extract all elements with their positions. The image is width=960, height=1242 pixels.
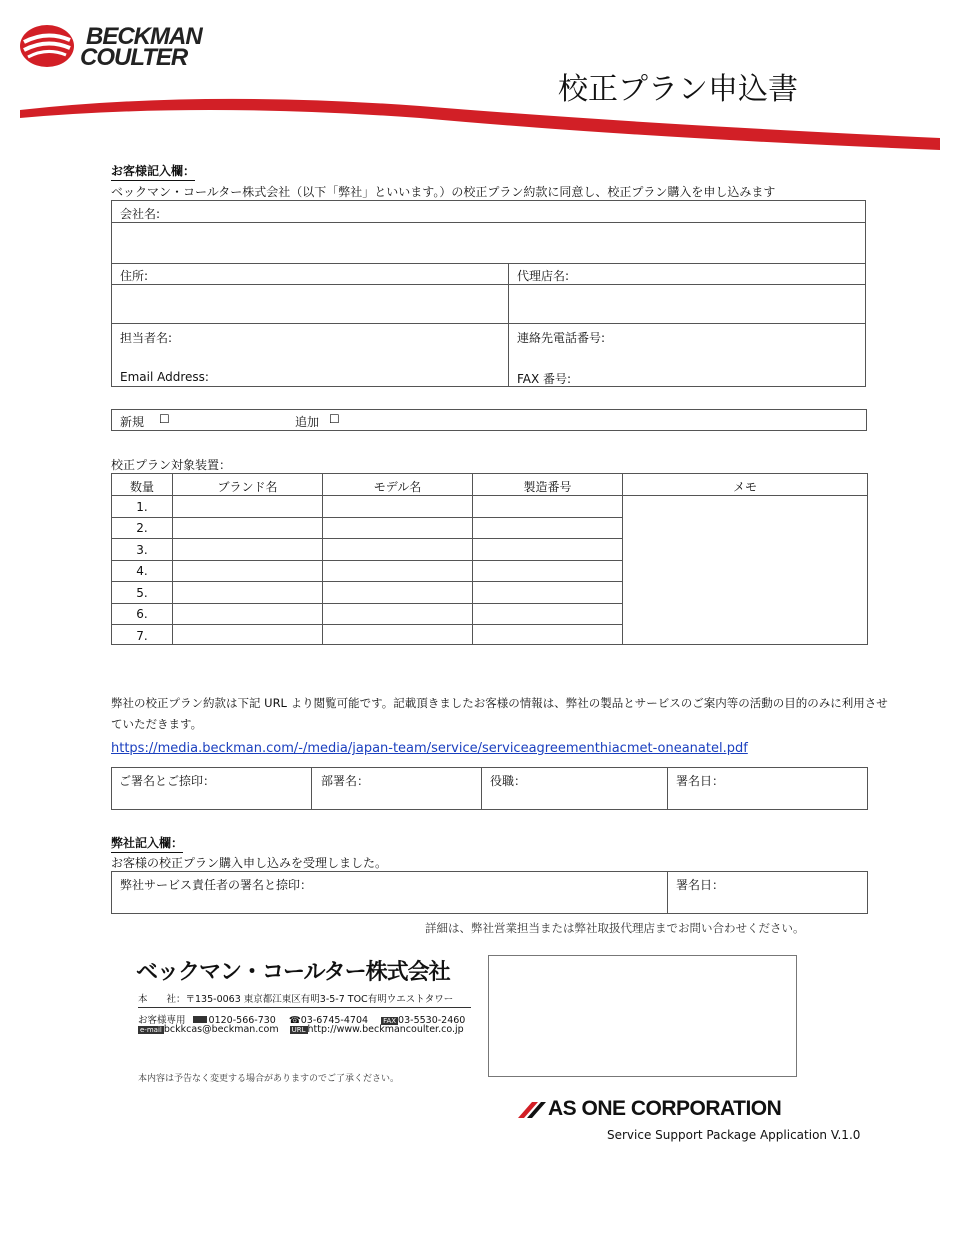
beckman-logo	[18, 22, 228, 72]
signature-label: ご署名とご捺印：	[119, 774, 216, 788]
address-label: 住所:	[120, 269, 149, 283]
notice-line-1: 弊社の校正プラン約款は下記 URL より閲覧可能です。記載頂きましたお客様の情報は、弊社の製品とサービスのご案内等の活動の目的のみに利用させ	[111, 696, 888, 710]
memo-field[interactable]	[623, 496, 867, 644]
page-title: 校正プラン申込書	[558, 72, 798, 107]
column-header-serial: 製造番号	[523, 480, 572, 494]
beckman-logo-mark-icon	[18, 22, 76, 70]
url-tag: URL	[291, 1026, 306, 1034]
application-type-row	[111, 409, 867, 431]
email-tag: e-mail	[140, 1026, 162, 1034]
distributor-name: AS ONE CORPORATION	[548, 1097, 782, 1120]
column-header-model: モデル名	[373, 480, 422, 494]
customer-info-form	[111, 200, 866, 387]
footer-website: http://www.beckmancoulter.co.jp	[307, 1024, 464, 1035]
hq-label: 本 社：	[138, 994, 186, 1005]
column-header-quantity: 数量	[129, 480, 154, 494]
footer-email: bckkcas@beckman.com	[163, 1024, 279, 1035]
table-row-number: 2.	[136, 521, 148, 535]
agency-field[interactable]	[509, 285, 865, 323]
company-signature-row	[111, 871, 868, 914]
table-row-number: 6.	[136, 607, 148, 621]
tel-number: 03-6745-4704	[300, 1015, 369, 1026]
contact-name-label: 担当者名:	[120, 331, 173, 345]
footer-web-line	[138, 1024, 464, 1035]
inquiry-note: 詳細は、弊社営業担当または弊社取扱代理店までお問い合わせください。	[425, 921, 805, 935]
company-section-heading: 弊社記入欄：	[111, 834, 183, 853]
table-row-number: 3.	[136, 543, 148, 557]
phone-label: 連絡先電話番号:	[517, 331, 606, 345]
table-row-number: 5.	[136, 586, 148, 600]
signature-date-label: 署名日：	[676, 774, 725, 788]
company-name-label: 会社名:	[120, 207, 161, 221]
support-label: お客様専用	[138, 1015, 186, 1026]
asone-logo	[518, 1097, 868, 1121]
free-dial-icon	[193, 1016, 207, 1023]
equipment-table	[111, 473, 868, 645]
new-label: 新規	[120, 415, 145, 429]
agency-label: 代理店名:	[517, 269, 570, 283]
agreement-url-link[interactable]: https://media.beckman.com/-/media/japan-team/service/serviceagreementhiacmet-oneanatel.pdf	[111, 741, 748, 756]
add-checkbox[interactable]: ☐	[329, 412, 340, 426]
asone-logo-mark-icon	[518, 1100, 546, 1120]
distributor-stamp-box	[488, 955, 797, 1077]
new-checkbox[interactable]: ☐	[159, 412, 170, 426]
column-header-brand: ブランド名	[217, 480, 278, 494]
fax-number: 03-5530-2460	[398, 1015, 466, 1026]
footer-hq	[138, 991, 473, 1005]
position-label: 役職：	[490, 774, 527, 788]
phone-icon: ☎	[288, 1015, 301, 1026]
footer-company-name: ベックマン・コールター株式会社	[136, 960, 450, 985]
fax-label: FAX 番号:	[517, 372, 572, 386]
free-dial-number: 0120-566-730	[208, 1015, 276, 1026]
address-field[interactable]	[112, 285, 507, 323]
table-row-number: 1.	[136, 500, 148, 514]
fax-tag: FAX	[383, 1017, 397, 1025]
logo-line-2: COULTER	[80, 44, 188, 71]
department-label: 部署名：	[321, 774, 370, 788]
company-date-label: 署名日：	[676, 878, 725, 892]
table-row-number: 4.	[136, 564, 148, 578]
customer-section-heading: お客様記入欄：	[111, 162, 195, 181]
email-label: Email Address:	[120, 370, 209, 384]
column-header-memo: メモ	[732, 480, 757, 494]
hq-address: 〒135-0063 東京都江東区有明3-5-7 TOC有明ウエストタワー	[185, 994, 454, 1005]
table-row-number: 7.	[136, 629, 148, 643]
equipment-heading: 校正プラン対象装置：	[111, 458, 232, 472]
company-intro: お客様の校正プラン購入申し込みを受理しました。	[111, 856, 388, 870]
header-swoosh	[0, 88, 960, 158]
footer-disclaimer: 本内容は予告なく変更する場合がありますのでご了承ください。	[138, 1074, 400, 1084]
logo-line-1: BECKMAN	[86, 23, 202, 50]
notice-line-2: ていただきます。	[111, 717, 203, 731]
version-label: Service Support Package Application V.1.0	[607, 1128, 861, 1142]
customer-intro: ベックマン・コールター株式会社（以下「弊社」といいます。）の校正プラン約款に同意し、校正プラン購入を申し込みます	[111, 185, 776, 199]
service-manager-signature-label: 弊社サービス責任者の署名と捺印：	[120, 878, 313, 892]
signature-row	[111, 767, 868, 810]
add-label: 追加	[295, 415, 320, 429]
company-name-field[interactable]	[112, 223, 865, 263]
